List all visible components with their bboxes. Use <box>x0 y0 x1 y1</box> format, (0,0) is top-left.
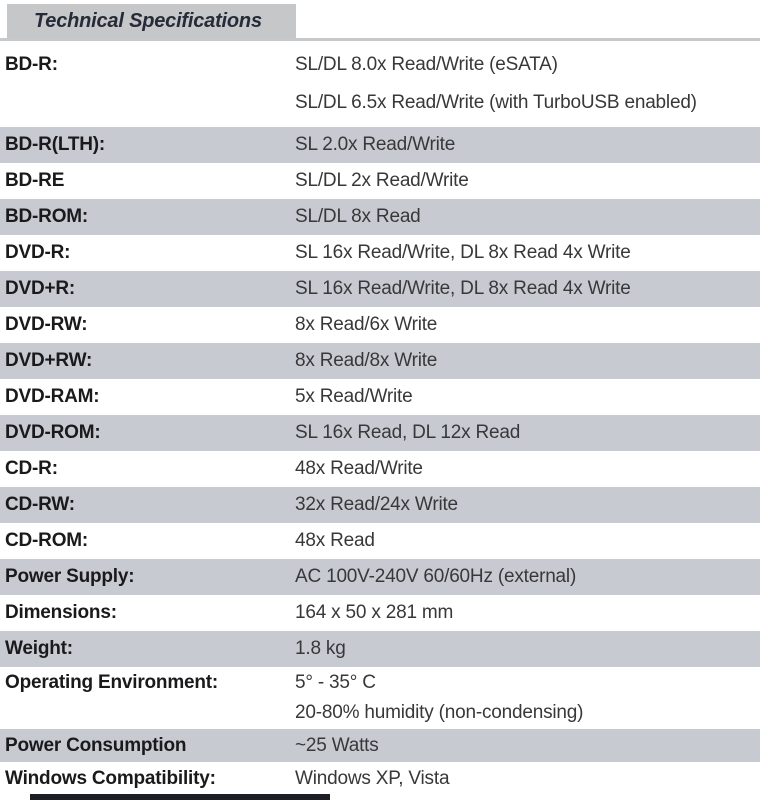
spec-value: SL/DL 2x Read/Write <box>295 170 469 191</box>
spec-value: SL 2.0x Read/Write <box>295 134 456 155</box>
spec-label: Power Supply: <box>5 566 135 587</box>
spec-value: 8x Read/6x Write <box>295 314 438 335</box>
spec-label: BD-R: <box>5 54 58 75</box>
spec-row-bd-r <box>0 41 760 127</box>
spec-value-group <box>295 46 760 122</box>
spec-row-dvd-plus-rw <box>0 343 760 379</box>
spec-row-dvd-rw <box>0 307 760 343</box>
spec-label: Operating Environment: <box>5 672 219 693</box>
spec-row-cd-r <box>0 451 760 487</box>
spec-value: 48x Read/Write <box>295 458 423 479</box>
spec-row-power-consumption <box>0 729 760 762</box>
spec-value: 5x Read/Write <box>295 386 413 407</box>
spec-label: BD-RE <box>5 170 65 191</box>
spec-row-weight <box>0 631 760 667</box>
spec-label: CD-ROM: <box>5 530 89 551</box>
spec-row-bd-r-lth <box>0 127 760 163</box>
spec-label: Windows Compatibility: <box>5 767 216 789</box>
spec-row-dvd-r <box>0 235 760 271</box>
spec-label: DVD-ROM: <box>5 422 101 443</box>
spec-value: SL 16x Read, DL 12x Read <box>295 422 521 443</box>
spec-label: DVD-RW: <box>5 314 88 335</box>
spec-label: DVD-RAM: <box>5 386 100 407</box>
spec-label: Weight: <box>5 638 73 659</box>
spec-value-group <box>295 668 760 728</box>
page-title: Technical Specifications <box>34 9 262 32</box>
spec-table <box>0 41 760 795</box>
spec-row-bd-rom <box>0 199 760 235</box>
spec-row-cd-rw <box>0 487 760 523</box>
spec-label: Power Consumption <box>5 734 187 756</box>
spec-row-bd-re <box>0 163 760 199</box>
spec-value: SL 16x Read/Write, DL 8x Read 4x Write <box>295 278 631 299</box>
spec-label: CD-R: <box>5 458 58 479</box>
section-header-box <box>7 4 296 38</box>
spec-value: SL/DL 8x Read <box>295 206 421 227</box>
spec-row-dimensions <box>0 595 760 631</box>
spec-label: CD-RW: <box>5 494 75 515</box>
spec-row-dvd-ram <box>0 379 760 415</box>
spec-row-power-supply <box>0 559 760 595</box>
spec-value: SL/DL 6.5x Read/Write (with TurboUSB enabled) <box>295 92 697 113</box>
spec-value: SL/DL 8.0x Read/Write (eSATA) <box>295 54 558 75</box>
spec-value: 48x Read <box>295 530 375 551</box>
spec-label: BD-R(LTH): <box>5 134 105 155</box>
spec-value: SL 16x Read/Write, DL 8x Read 4x Write <box>295 242 631 263</box>
spec-label: DVD-R: <box>5 242 71 263</box>
spec-value: ~25 Watts <box>295 734 379 756</box>
spec-row-cd-rom <box>0 523 760 559</box>
spec-value: 164 x 50 x 281 mm <box>295 602 454 623</box>
spec-label: DVD+R: <box>5 278 76 299</box>
spec-value: 8x Read/8x Write <box>295 350 438 371</box>
spec-value: 5° - 35° C <box>295 672 376 693</box>
spec-value: 32x Read/24x Write <box>295 494 458 515</box>
spec-label: Dimensions: <box>5 602 117 623</box>
spec-row-dvd-plus-r <box>0 271 760 307</box>
spec-value: AC 100V-240V 60/60Hz (external) <box>295 566 577 587</box>
spec-value: 20-80% humidity (non-condensing) <box>295 702 584 723</box>
next-section-bar <box>30 794 330 800</box>
spec-value: 1.8 kg <box>295 638 346 659</box>
section-header <box>0 0 760 41</box>
spec-label: BD-ROM: <box>5 206 89 227</box>
spec-label: DVD+RW: <box>5 350 93 371</box>
spec-row-operating-environment <box>0 667 760 729</box>
spec-row-dvd-rom <box>0 415 760 451</box>
spec-value: Windows XP, Vista <box>295 767 450 789</box>
spec-row-windows-compatibility <box>0 762 760 795</box>
